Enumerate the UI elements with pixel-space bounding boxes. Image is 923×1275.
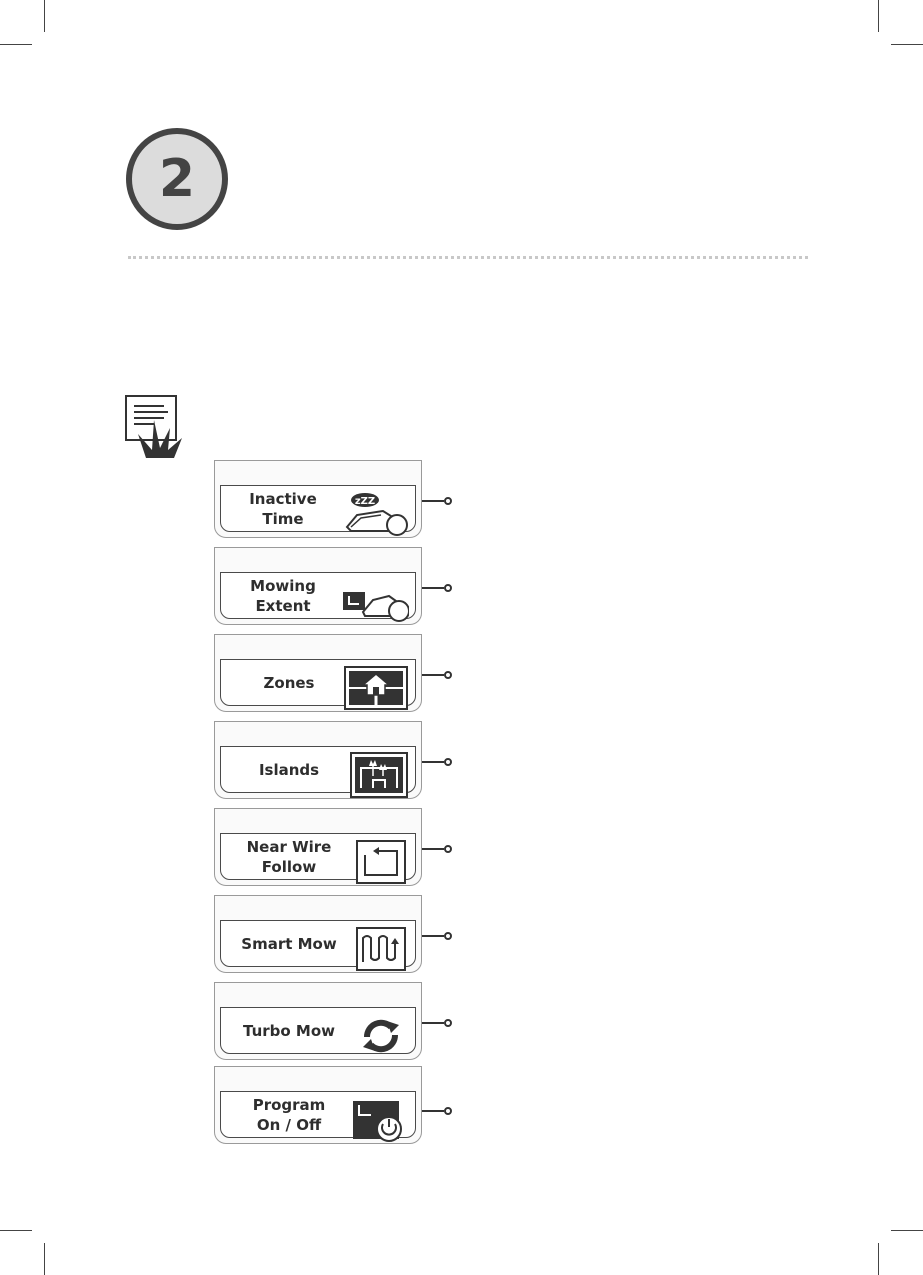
- step-number-badge: [126, 128, 228, 230]
- connector-line: [422, 761, 444, 763]
- menu-item-zones[interactable]: [214, 634, 422, 712]
- connector-dot: [444, 845, 452, 853]
- connector-dot: [444, 497, 452, 505]
- menu-item-label: Program On / Off: [252, 1095, 326, 1134]
- sleeping-mower-icon: [343, 491, 409, 537]
- crop-mark: [0, 1230, 32, 1231]
- islands-flower-icon: [343, 752, 409, 798]
- connector-dot: [444, 1107, 452, 1115]
- menu-item-mowing-extent[interactable]: [214, 547, 422, 625]
- connector-line: [422, 848, 444, 850]
- menu-item-inactive-time[interactable]: [214, 460, 422, 538]
- crop-mark: [0, 44, 32, 45]
- menu-item-frame: [220, 746, 416, 793]
- menu-item-program-on-off[interactable]: [214, 1066, 422, 1144]
- connector-dot: [444, 758, 452, 766]
- program-power-icon: [343, 1097, 409, 1143]
- menu-item-smart-mow[interactable]: [214, 895, 422, 973]
- wire-follow-icon: [343, 839, 409, 885]
- crop-mark: [44, 0, 45, 32]
- menu-item-near-wire-follow[interactable]: [214, 808, 422, 886]
- note-grass-icon: [124, 394, 188, 460]
- svg-text:zZZ: zZZ: [354, 496, 376, 507]
- connector-line: [422, 674, 444, 676]
- menu-item-turbo-mow[interactable]: [214, 982, 422, 1060]
- connector-line: [422, 1110, 444, 1112]
- menu-item-label: Turbo Mow: [242, 1021, 335, 1040]
- smart-mow-icon: [343, 926, 409, 972]
- menu-item-frame: [220, 1091, 416, 1138]
- crop-mark: [878, 1243, 879, 1275]
- connector-dot: [444, 671, 452, 679]
- connector-dot: [444, 932, 452, 940]
- menu-item-label: Islands: [258, 760, 320, 779]
- menu-item-label: Inactive Time: [249, 489, 317, 528]
- connector-dot: [444, 584, 452, 592]
- connector-line: [422, 500, 444, 502]
- zones-house-icon: [343, 665, 409, 711]
- crop-mark: [891, 44, 923, 45]
- menu-item-label: Smart Mow: [241, 934, 337, 953]
- menu-item-frame: [220, 572, 416, 619]
- turbo-mow-icon: [343, 1013, 409, 1059]
- dotted-divider: [128, 256, 808, 259]
- crop-mark: [878, 0, 879, 32]
- crop-mark: [891, 1230, 923, 1231]
- menu-item-frame: [220, 833, 416, 880]
- menu-item-frame: [220, 1007, 416, 1054]
- mowing-extent-icon: [343, 578, 409, 624]
- connector-line: [422, 935, 444, 937]
- menu-item-islands[interactable]: [214, 721, 422, 799]
- menu-item-frame: [220, 920, 416, 967]
- menu-item-frame: [220, 485, 416, 532]
- connector-line: [422, 587, 444, 589]
- menu-item-label: Mowing Extent: [250, 576, 316, 615]
- menu-item-frame: [220, 659, 416, 706]
- connector-dot: [444, 1019, 452, 1027]
- crop-mark: [44, 1243, 45, 1275]
- menu-item-label: Zones: [263, 673, 315, 692]
- connector-line: [422, 1022, 444, 1024]
- menu-item-label: Near Wire Follow: [246, 837, 332, 876]
- step-number: 2: [158, 149, 196, 209]
